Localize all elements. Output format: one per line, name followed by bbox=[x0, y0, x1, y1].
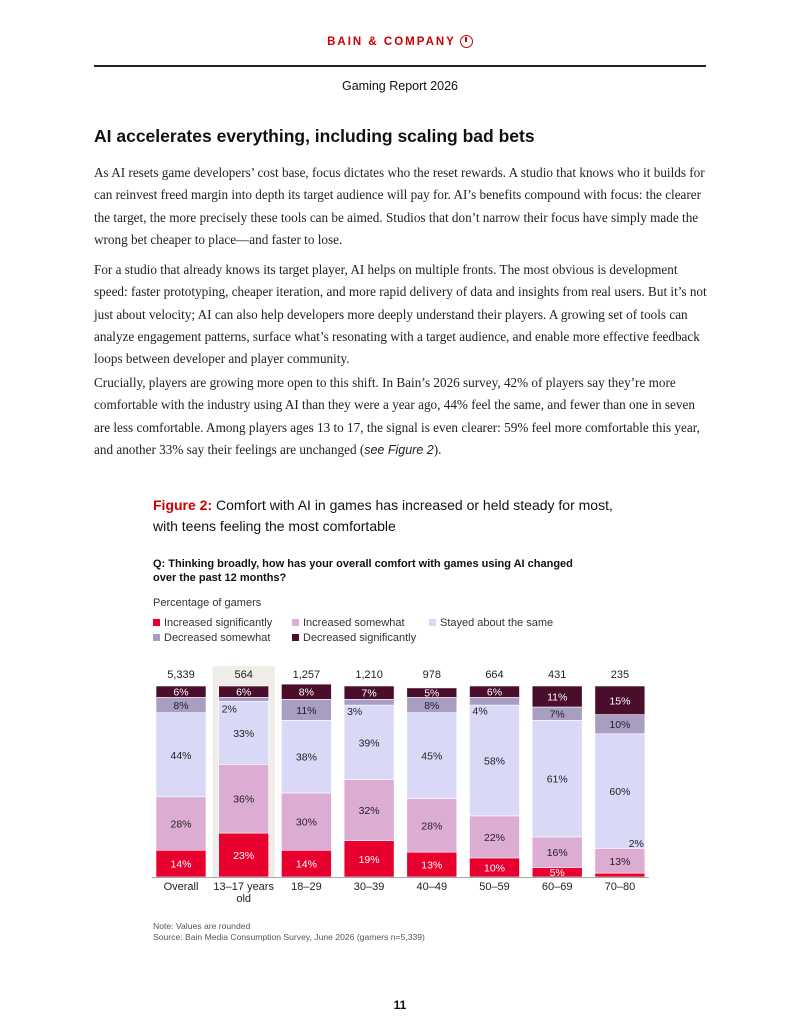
page-number: 11 bbox=[393, 998, 407, 1012]
data-label-decreased-somewhat: 3% bbox=[347, 706, 363, 719]
data-label-decreased-significantly: 6% bbox=[486, 686, 503, 699]
category-label: 70–80 bbox=[604, 881, 636, 893]
data-label-increased-significantly: 23% bbox=[233, 850, 255, 863]
data-label-increased-significantly: 14% bbox=[170, 858, 192, 871]
legend-label: Increased somewhat bbox=[303, 617, 405, 629]
category-label: 60–69 bbox=[541, 881, 573, 893]
data-label-stayed-same: 39% bbox=[358, 737, 380, 750]
data-label-increased-somewhat: 28% bbox=[170, 818, 192, 831]
data-label-decreased-significantly: 15% bbox=[609, 695, 631, 708]
category-label: 50–59 bbox=[479, 881, 510, 893]
legend-label: Decreased significantly bbox=[303, 632, 417, 644]
sample-size-label: 978 bbox=[422, 669, 441, 681]
bar-segment-decreased-somewhat bbox=[344, 699, 394, 705]
data-label-decreased-significantly: 6% bbox=[236, 686, 252, 699]
legend-label: Decreased somewhat bbox=[164, 632, 271, 644]
survey-question: Q: Thinking broadly, how has your overall comfort with games using AI changed over the past 12 months? bbox=[153, 558, 573, 584]
report-title: Gaming Report 2026 bbox=[341, 79, 459, 93]
paragraph-3-text: Crucially, players are growing more open to this shift. In Bain’s 2026 survey, 42% of players say they’re more comfortable with the industry using AI than they were a year ago, 44% feel the same, and fewer than one in seven are less comfortable. Among players ages 13 to 17, the signal is even clearer: 59% feel more comfortable this year, and another 33% say their feelings are unchanged ( bbox=[94, 375, 700, 457]
data-label-increased-somewhat: 36% bbox=[233, 793, 255, 806]
figure-note: Note: Values are rounded bbox=[153, 921, 251, 931]
data-label-decreased-somewhat: 11% bbox=[296, 704, 317, 717]
data-label-increased-somewhat: 22% bbox=[483, 831, 506, 844]
sample-size-label: 1,210 bbox=[355, 669, 383, 681]
data-label-increased-significantly: 5% bbox=[549, 867, 565, 880]
category-label: 40–49 bbox=[416, 881, 448, 893]
figure-footnote bbox=[153, 921, 425, 943]
data-label-stayed-same: 61% bbox=[546, 773, 568, 786]
sample-size-label: 431 bbox=[548, 669, 567, 681]
bar-segment-increased-significantly bbox=[595, 873, 645, 877]
data-label-increased-significantly: 10% bbox=[483, 862, 506, 875]
data-label-increased-significantly: 14% bbox=[295, 858, 317, 871]
figure-source: Source: Bain Media Consumption Survey, June 2026 (gamers n=5,339) bbox=[153, 932, 425, 942]
data-label-stayed-same: 33% bbox=[233, 727, 255, 740]
sample-size-label: 5,339 bbox=[167, 669, 195, 681]
legend-label: Increased significantly bbox=[164, 617, 273, 629]
data-label-decreased-somewhat: 8% bbox=[173, 700, 189, 713]
paragraph-3-end: ). bbox=[433, 441, 442, 457]
data-label-increased-significantly: 19% bbox=[358, 853, 380, 866]
sample-size-label: 564 bbox=[234, 669, 253, 681]
paragraph-1: As AI resets game developers’ cost base, focus dictates who the reset rewards. A studio that knows who it builds for can reinvest freed margin into depth its target audience will pay for. AI’s benefits compound with focus: the clearer the target, the more precisely these tools can be aimed. Studios that don’t narrow their focus have simply made the wrong bet cheaper to place—and faster to lose. bbox=[94, 165, 705, 247]
data-label-decreased-somewhat: 4% bbox=[472, 705, 488, 718]
data-label-decreased-somewhat: 7% bbox=[549, 708, 565, 721]
figure-label: Figure 2: bbox=[153, 497, 213, 513]
data-label-decreased-significantly: 11% bbox=[547, 691, 568, 704]
data-label-increased-significantly: 2% bbox=[628, 838, 644, 851]
sample-size-label: 664 bbox=[485, 669, 504, 681]
data-label-decreased-significantly: 6% bbox=[173, 686, 189, 699]
category-label: 30–39 bbox=[353, 881, 385, 893]
data-label-increased-somewhat: 30% bbox=[295, 816, 317, 829]
data-label-decreased-significantly: 7% bbox=[361, 687, 377, 700]
data-label-decreased-significantly: 8% bbox=[298, 686, 314, 699]
data-label-stayed-same: 38% bbox=[295, 751, 317, 764]
data-label-decreased-somewhat: 10% bbox=[609, 719, 631, 732]
data-label-increased-somewhat: 13% bbox=[609, 855, 631, 868]
data-label-increased-somewhat: 32% bbox=[358, 805, 380, 818]
data-label-stayed-same: 44% bbox=[170, 749, 192, 762]
section-title: AI accelerates everything, including scaling bad bets bbox=[94, 126, 535, 146]
category-label: 18–29 bbox=[291, 881, 322, 893]
paragraph-2: For a studio that already knows its target player, AI helps on multiple fronts. The most obvious is development speed: faster prototyping, cheaper iteration, and more rapid delivery of data and insights from real users. But it’s not just about velocity; AI can also help developers more deeply understand their players. A growing set of tools can analyze engagement patterns, surface what’s resonating with a target audience, and enable more effective feedback loops between developer and player community. bbox=[94, 262, 707, 367]
legend-label: Stayed about the same bbox=[440, 617, 554, 629]
data-label-decreased-somewhat: 8% bbox=[424, 700, 440, 713]
axis-title: Percentage of gamers bbox=[153, 597, 262, 609]
brand-name: BAIN & COMPANY bbox=[327, 36, 456, 48]
category-label: 13–17 years bbox=[213, 881, 274, 893]
figure-title-text: Comfort with AI in games has increased or held steady for most, with teens feeling the most comfortable bbox=[153, 497, 613, 534]
category-label: old bbox=[236, 893, 252, 905]
data-label-stayed-same: 60% bbox=[609, 786, 631, 799]
sample-size-label: 235 bbox=[610, 669, 630, 681]
data-label-stayed-same: 58% bbox=[483, 755, 506, 768]
data-label-increased-somewhat: 28% bbox=[421, 820, 443, 833]
category-label: Overall bbox=[163, 881, 199, 893]
sample-size-label: 1,257 bbox=[292, 669, 321, 681]
data-label-decreased-significantly: 5% bbox=[424, 687, 440, 700]
data-label-stayed-same: 45% bbox=[421, 750, 443, 763]
data-label-decreased-somewhat: 2% bbox=[221, 703, 237, 716]
data-label-increased-somewhat: 16% bbox=[546, 847, 568, 860]
data-label-increased-significantly: 13% bbox=[421, 859, 443, 872]
figure-reference-link[interactable]: see Figure 2 bbox=[364, 442, 434, 457]
